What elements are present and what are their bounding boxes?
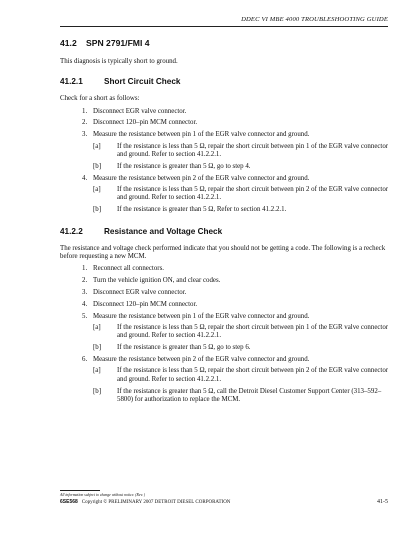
subsection-lead: Check for a short as follows: (60, 95, 140, 103)
substep (93, 344, 390, 352)
substep-marker: [a] (93, 142, 101, 150)
subsection-number: 41.2.1 (60, 77, 83, 87)
substep-text: If the resistance is less than 5 Ω, repair the short circuit between pin 2 of the EGR valve connector and ground. Refer to section 41.2.2.1. (117, 367, 389, 383)
page-number: 41-5 (377, 499, 388, 505)
step-number: 4. (82, 174, 88, 182)
step-number: 1. (82, 107, 88, 115)
step-number: 2. (82, 277, 88, 285)
procedure-list-short-circuit (60, 108, 390, 215)
step-text: Disconnect 120–pin MCM connector. (93, 300, 198, 308)
subsection-heading-resistance-voltage (60, 227, 390, 236)
subsection-title: Resistance and Voltage Check (104, 226, 223, 236)
substep-text: If the resistance is greater than 5 Ω, call the Detroit Diesel Customer Support Center (313–592–5800) for authorization to replace the MCM. (117, 387, 382, 403)
step-number: 1. (82, 265, 88, 273)
substep-text: If the resistance is greater than 5 Ω, go to step 4. (117, 162, 251, 170)
section-heading (60, 38, 390, 48)
substep-text: If the resistance is less than 5 Ω, repair the short circuit between pin 1 of the EGR valve connector and ground. Refer to section 41.2.2.1. (117, 142, 389, 158)
step-text: Turn the vehicle ignition ON, and clear codes. (93, 277, 221, 285)
step-number: 3. (82, 131, 88, 139)
subsection-heading-short-circuit (60, 77, 390, 86)
copyright-text: Copyright © PRELIMINARY 2007 DETROIT DIESEL CORPORATION (81, 500, 231, 505)
step-text: Disconnect 120–pin MCM connector. (93, 119, 198, 127)
step-number: 5. (82, 312, 88, 320)
step-text: Disconnect EGR valve connector. (93, 288, 187, 296)
section-number: 41.2 (60, 38, 77, 48)
procedure-step (60, 265, 390, 273)
procedure-step (60, 108, 390, 116)
substep-marker: [a] (93, 323, 101, 331)
footer-note: All information subject to change without notice. (Rev. ) (60, 493, 146, 497)
substep-list (93, 143, 390, 171)
footer-line (60, 499, 230, 505)
step-number: 3. (82, 288, 88, 296)
section-intro: This diagnosis is typically short to ground. (60, 58, 178, 65)
substep-text: If the resistance is less than 5 Ω, repair the short circuit between pin 2 of the EGR valve connector and ground. Refer to section 41.2.2.1. (117, 186, 389, 202)
procedure-step (60, 356, 390, 404)
substep-text: If the resistance is greater than 5 Ω, Refer to section 41.2.2.1. (117, 206, 287, 214)
substep (93, 186, 390, 203)
step-text: Measure the resistance between pin 2 of the EGR valve connector and ground. (93, 174, 310, 182)
substep (93, 163, 390, 171)
step-text: Measure the resistance between pin 1 of the EGR valve connector and ground. (93, 312, 310, 320)
step-text: Disconnect EGR valve connector. (93, 107, 187, 115)
subsection-lead: The resistance and voltage check performed indicate that you should not be getting a code. The following is a recheck before requesting a new MCM. (60, 244, 386, 260)
substep (93, 143, 390, 160)
running-header: DDEC VI MBE 4000 TROUBLESHOOTING GUIDE (241, 16, 388, 23)
page-content (60, 38, 390, 416)
procedure-step (60, 289, 390, 297)
substep-marker: [b] (93, 206, 102, 214)
procedure-step (60, 313, 390, 353)
step-text: Measure the resistance between pin 2 of the EGR valve connector and ground. (93, 356, 310, 364)
substep-marker: [b] (93, 162, 102, 170)
substep-text: If the resistance is greater than 5 Ω, go to step 6. (117, 344, 251, 352)
procedure-step (60, 131, 390, 171)
procedure-step (60, 175, 390, 215)
procedure-step (60, 301, 390, 309)
subsection-title: Short Circuit Check (104, 77, 181, 87)
footer-rule (60, 490, 100, 491)
substep (93, 367, 390, 384)
substep-text: If the resistance is less than 5 Ω, repair the short circuit between pin 1 of the EGR valve connector and ground. Refer to section 41.2.2.1. (117, 323, 389, 340)
substep-marker: [b] (93, 387, 102, 395)
substep-list (93, 367, 390, 404)
step-text: Reconnect all connectors. (93, 265, 164, 273)
substep-marker: [b] (93, 344, 102, 352)
step-number: 6. (82, 356, 88, 364)
substep-marker: [a] (93, 367, 101, 375)
substep-list (93, 324, 390, 352)
substep (93, 324, 390, 341)
header-rule (60, 26, 388, 27)
subsection-number: 41.2.2 (60, 226, 83, 236)
document-code: 6SE568 (60, 499, 78, 505)
step-text: Measure the resistance between pin 1 of the EGR valve connector and ground. (93, 131, 310, 139)
step-number: 4. (82, 300, 88, 308)
substep (93, 206, 390, 214)
substep-marker: [a] (93, 186, 101, 194)
section-title: SPN 2791/FMI 4 (86, 38, 150, 48)
procedure-step (60, 119, 390, 127)
step-number: 2. (82, 119, 88, 127)
substep (93, 388, 390, 405)
procedure-list-resistance-voltage (60, 265, 390, 404)
procedure-step (60, 277, 390, 285)
substep-list (93, 186, 390, 214)
